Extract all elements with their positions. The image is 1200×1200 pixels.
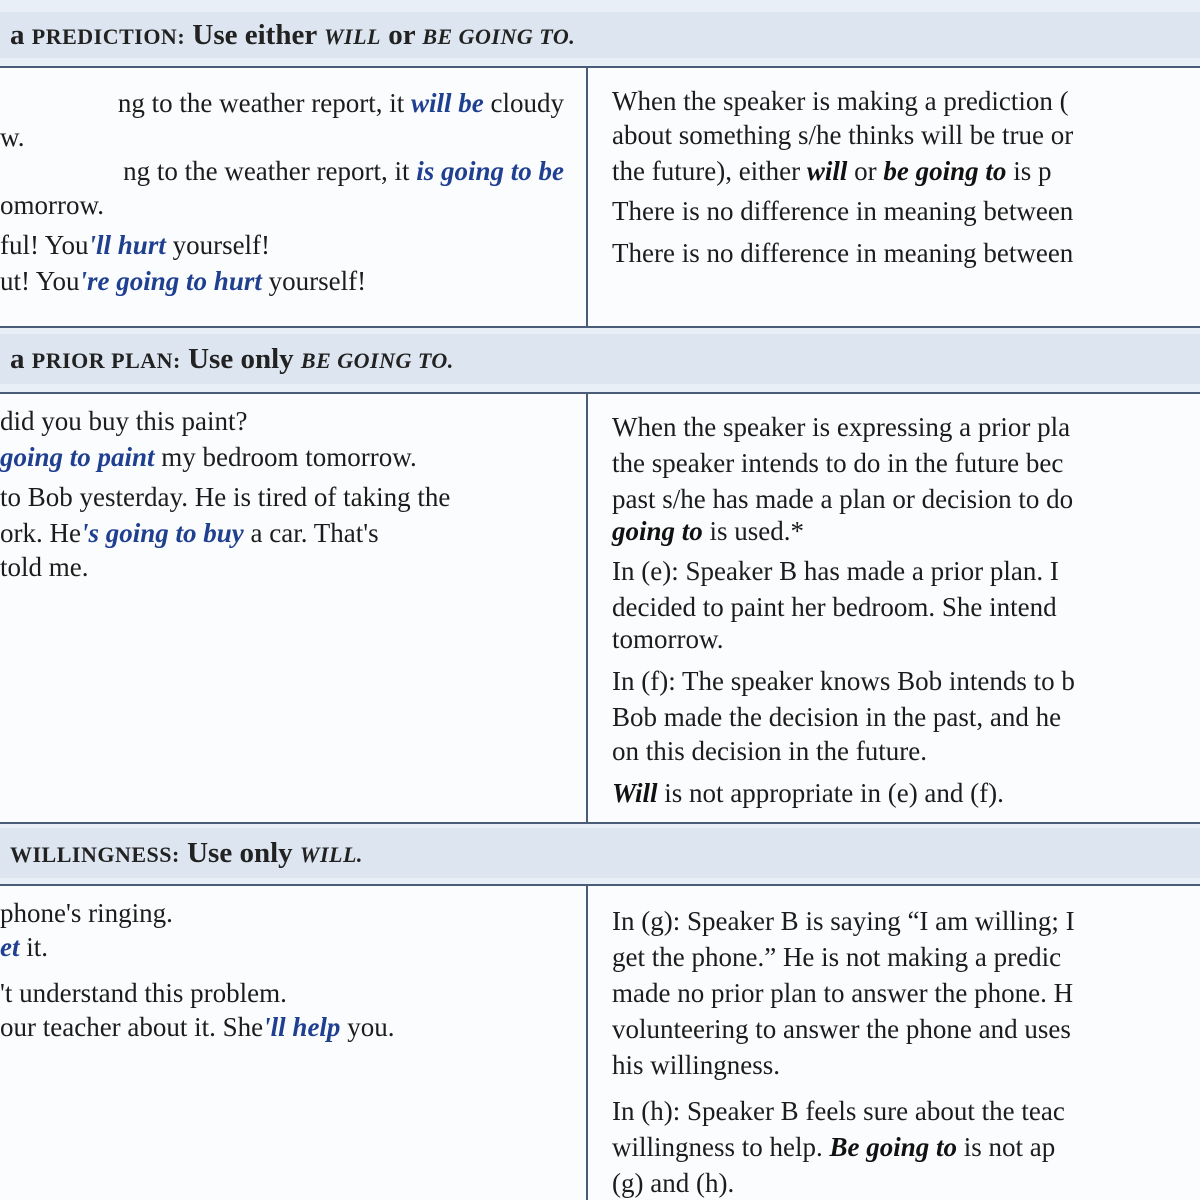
text-segment: w.: [0, 122, 25, 152]
prediction-row: [0, 66, 1200, 328]
prediction-header-kw-going: BE GOING TO.: [422, 24, 576, 49]
example-line: [0, 516, 379, 550]
text-segment: is used.*: [702, 516, 805, 546]
willingness-explanation: [590, 886, 1200, 1200]
text-segment: In (f): The speaker knows Bob intends to b: [612, 666, 1075, 696]
text-segment: on this decision in the future.: [612, 736, 927, 766]
text-segment: ng to the weather report, it: [123, 156, 417, 186]
highlighted-verb: 'll help: [263, 1012, 341, 1042]
example-line: [0, 550, 89, 584]
explanation-line: [612, 84, 1069, 118]
prior-plan-header: [0, 334, 1200, 384]
highlighted-verb: will be: [411, 88, 484, 118]
example-line: [0, 188, 104, 222]
text-segment: In (g): Speaker B is saying “I am willing; I: [612, 906, 1075, 936]
willingness-header: [0, 828, 1200, 878]
highlighted-verb: 'll hurt: [88, 230, 166, 260]
text-segment: it.: [19, 932, 49, 962]
emphasized-term: Will: [612, 778, 658, 808]
explanation-line: [612, 700, 1061, 734]
explanation-line: [612, 118, 1073, 152]
text-segment: ful! You: [0, 230, 89, 260]
prior-plan-header-label: PRIOR PLAN:: [31, 348, 181, 373]
explanation-line: [612, 1094, 1065, 1128]
example-line: [0, 228, 270, 262]
explanation-line: [612, 236, 1073, 270]
example-line: [118, 86, 564, 120]
willingness-header-kw-will: WILL.: [299, 842, 363, 867]
explanation-line: [612, 1012, 1071, 1046]
willingness-examples: [0, 886, 588, 1200]
highlighted-verb: et: [0, 932, 20, 962]
text-segment: is not appropriate in (e) and (f).: [657, 778, 1004, 808]
text-segment: about something s/he thinks will be true or: [612, 120, 1074, 150]
text-segment: yourself!: [165, 230, 271, 260]
text-segment: is not ap: [957, 1132, 1056, 1162]
text-segment: did you buy this paint?: [0, 406, 248, 436]
text-segment: our teacher about it. She: [0, 1012, 264, 1042]
explanation-line: [612, 410, 1070, 444]
text-segment: told me.: [0, 552, 89, 582]
text-segment: or: [847, 156, 884, 186]
text-segment: There is no difference in meaning between: [612, 238, 1074, 268]
emphasized-term: Be going to: [829, 1132, 958, 1162]
prediction-explanation: [590, 68, 1200, 326]
text-segment: There is no difference in meaning between: [612, 196, 1074, 226]
text-segment: ut! You: [0, 266, 80, 296]
explanation-line: [612, 976, 1073, 1010]
prior-plan-header-kw-going: BE GOING TO.: [300, 348, 454, 373]
example-line: [0, 930, 48, 964]
example-line: [0, 264, 366, 298]
explanation-line: [612, 776, 1004, 810]
willingness-row: [0, 884, 1200, 1200]
explanation-line: [612, 554, 1059, 588]
text-segment: past s/he has made a plan or decision to do: [612, 484, 1074, 514]
prior-plan-header-prefix: a: [10, 343, 32, 375]
text-segment: When the speaker is making a prediction (: [612, 86, 1069, 116]
text-segment: his willingness.: [612, 1050, 781, 1080]
prior-plan-header-text: Use only: [180, 343, 301, 375]
text-segment: In (h): Speaker B feels sure about the teac: [612, 1096, 1065, 1126]
text-segment: volunteering to answer the phone and uses: [612, 1014, 1071, 1044]
text-segment: the speaker intends to do in the future bec: [612, 448, 1064, 478]
example-line: [0, 440, 417, 474]
example-line: [0, 976, 287, 1010]
prediction-examples: [0, 68, 588, 326]
explanation-line: [612, 904, 1075, 938]
example-line: [0, 480, 450, 514]
highlighted-verb: 's going to buy: [80, 518, 244, 548]
emphasized-term: will: [806, 156, 848, 186]
explanation-line: [612, 940, 1061, 974]
explanation-line: [612, 734, 927, 768]
text-segment: yourself!: [261, 266, 367, 296]
explanation-line: [612, 482, 1073, 516]
text-segment: a car. That's: [243, 518, 379, 548]
text-segment: omorrow.: [0, 190, 104, 220]
prior-plan-examples: [0, 394, 588, 822]
highlighted-verb: is going to be: [416, 156, 564, 186]
text-segment: phone's ringing.: [0, 898, 173, 928]
text-segment: the future), either: [612, 156, 807, 186]
text-segment: tomorrow.: [612, 624, 724, 654]
prediction-header-kw-will: WILL: [323, 24, 381, 49]
explanation-line: [612, 154, 1051, 188]
highlighted-verb: 're going to hurt: [79, 266, 262, 296]
explanation-line: [612, 194, 1073, 228]
highlighted-verb: going to paint: [0, 442, 155, 472]
explanation-line: [612, 1166, 734, 1200]
explanation-line: [612, 1130, 1055, 1164]
emphasized-term: be going to: [883, 156, 1007, 186]
prediction-header: [0, 12, 1200, 58]
prediction-header-mid: or: [380, 19, 423, 51]
text-segment: decided to paint her bedroom. She intend: [612, 592, 1057, 622]
explanation-line: [612, 622, 723, 656]
emphasized-term: going to: [612, 516, 703, 546]
text-segment: to Bob yesterday. He is tired of taking the: [0, 482, 451, 512]
text-segment: willingness to help.: [612, 1132, 830, 1162]
explanation-line: [612, 590, 1057, 624]
example-line: [0, 1010, 394, 1044]
example-line: [0, 896, 173, 930]
text-segment: get the phone.” He is not making a predic: [612, 942, 1062, 972]
text-segment: 't understand this problem.: [0, 978, 287, 1008]
prediction-header-prefix: a: [10, 19, 32, 51]
prior-plan-row: [0, 392, 1200, 824]
prediction-header-label: PREDICTION:: [31, 24, 186, 49]
text-segment: In (e): Speaker B has made a prior plan. I: [612, 556, 1059, 586]
text-segment: Bob made the decision in the past, and he: [612, 702, 1062, 732]
prediction-header-text: Use either: [185, 19, 324, 51]
explanation-line: [612, 446, 1063, 480]
text-segment: (g) and (h).: [612, 1168, 735, 1198]
text-segment: is p: [1006, 156, 1052, 186]
text-segment: my bedroom tomorrow.: [154, 442, 417, 472]
explanation-line: [612, 514, 804, 548]
willingness-header-text: Use only: [179, 837, 300, 869]
example-line: [0, 120, 25, 154]
explanation-line: [612, 1048, 780, 1082]
text-segment: ng to the weather report, it: [117, 88, 411, 118]
text-segment: ork. He: [0, 518, 81, 548]
text-segment: you.: [340, 1012, 395, 1042]
text-segment: When the speaker is expressing a prior pla: [612, 412, 1071, 442]
explanation-line: [612, 664, 1075, 698]
text-segment: cloudy: [483, 88, 564, 118]
willingness-header-label: WILLINGNESS:: [10, 842, 180, 867]
text-segment: made no prior plan to answer the phone. H: [612, 978, 1074, 1008]
example-line: [123, 154, 564, 188]
prior-plan-explanation: [590, 394, 1200, 822]
example-line: [0, 404, 247, 438]
